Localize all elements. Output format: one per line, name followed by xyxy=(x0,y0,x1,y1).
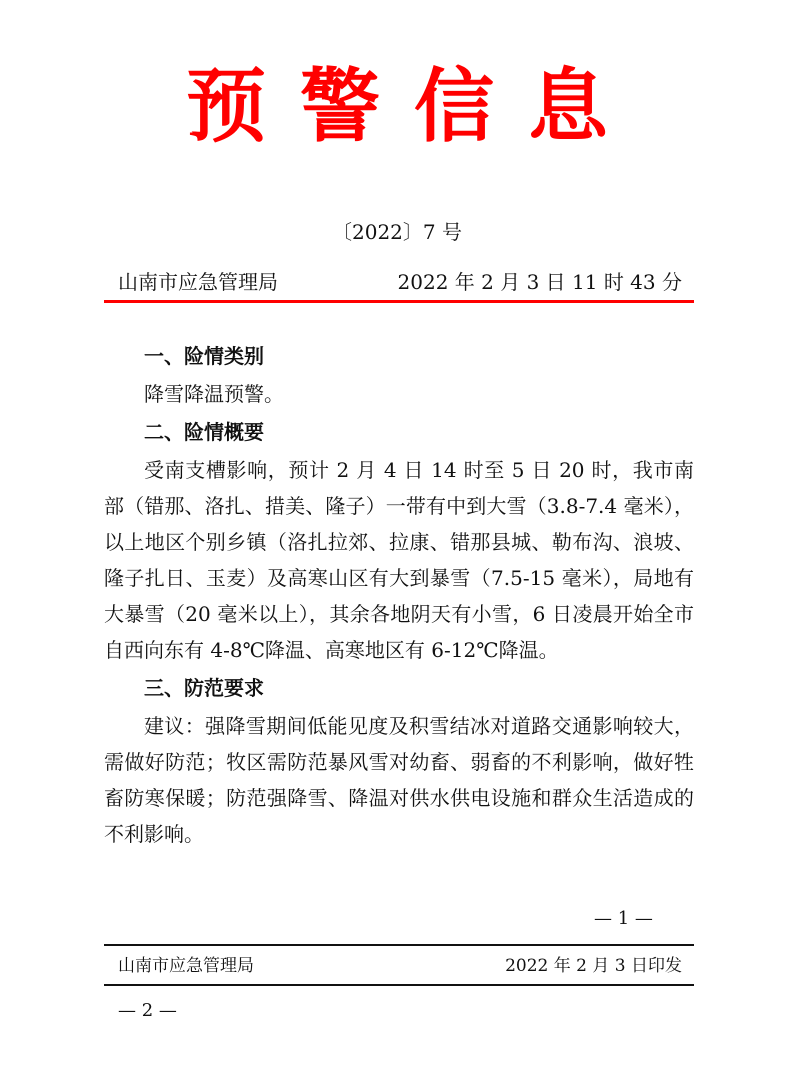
footer-bottom-rule xyxy=(104,984,694,986)
issuer-name: 山南市应急管理局 xyxy=(118,270,278,294)
section-requirements xyxy=(104,668,694,852)
section-paragraph: 受南支槽影响，预计 2 月 4 日 14 时至 5 日 20 时，我市南部（错那、洛扎、措美、隆子）一带有中到大雪（3.8-7.4 毫米），以上地区个别乡镇（洛扎拉郊、拉康、错那县城、勒布沟、浪坡、隆子扎日、玉麦）及高寒山区有大到暴雪（7.5-15 毫米），局地有大暴雪（20 毫米以上），其余各地阴天有小雪，6 日凌晨开始全市自西向东有 4-8℃降温、高寒地区有 6-12℃降温。 xyxy=(104,458,694,662)
section-category xyxy=(104,336,694,412)
section-summary xyxy=(104,412,694,668)
footer-print-date: 2022 年 2 月 3 日印发 xyxy=(505,956,682,976)
page-number: — 2 — xyxy=(118,1000,177,1021)
section-heading: 三、防范要求 xyxy=(144,676,264,700)
document-body xyxy=(104,336,694,852)
page-number: — 1 — xyxy=(594,908,653,929)
section-paragraph: 降雪降温预警。 xyxy=(144,382,284,406)
footer-issuer: 山南市应急管理局 xyxy=(118,956,254,976)
issue-time: 2022 年 2 月 3 日 11 时 43 分 xyxy=(397,270,682,294)
document-title: 预警信息 xyxy=(186,59,642,153)
section-heading: 一、险情类别 xyxy=(144,344,264,368)
document-number: 〔2022〕7 号 xyxy=(332,220,462,244)
footer-top-rule xyxy=(104,944,694,946)
red-divider xyxy=(104,300,694,303)
section-paragraph: 建议：强降雪期间低能见度及积雪结冰对道路交通影响较大，需做好防范；牧区需防范暴风雪对幼畜、弱畜的不利影响，做好牲畜防寒保暖；防范强降雪、降温对供水供电设施和群众生活造成的不利影响。 xyxy=(104,714,694,846)
section-heading: 二、险情概要 xyxy=(144,420,264,444)
